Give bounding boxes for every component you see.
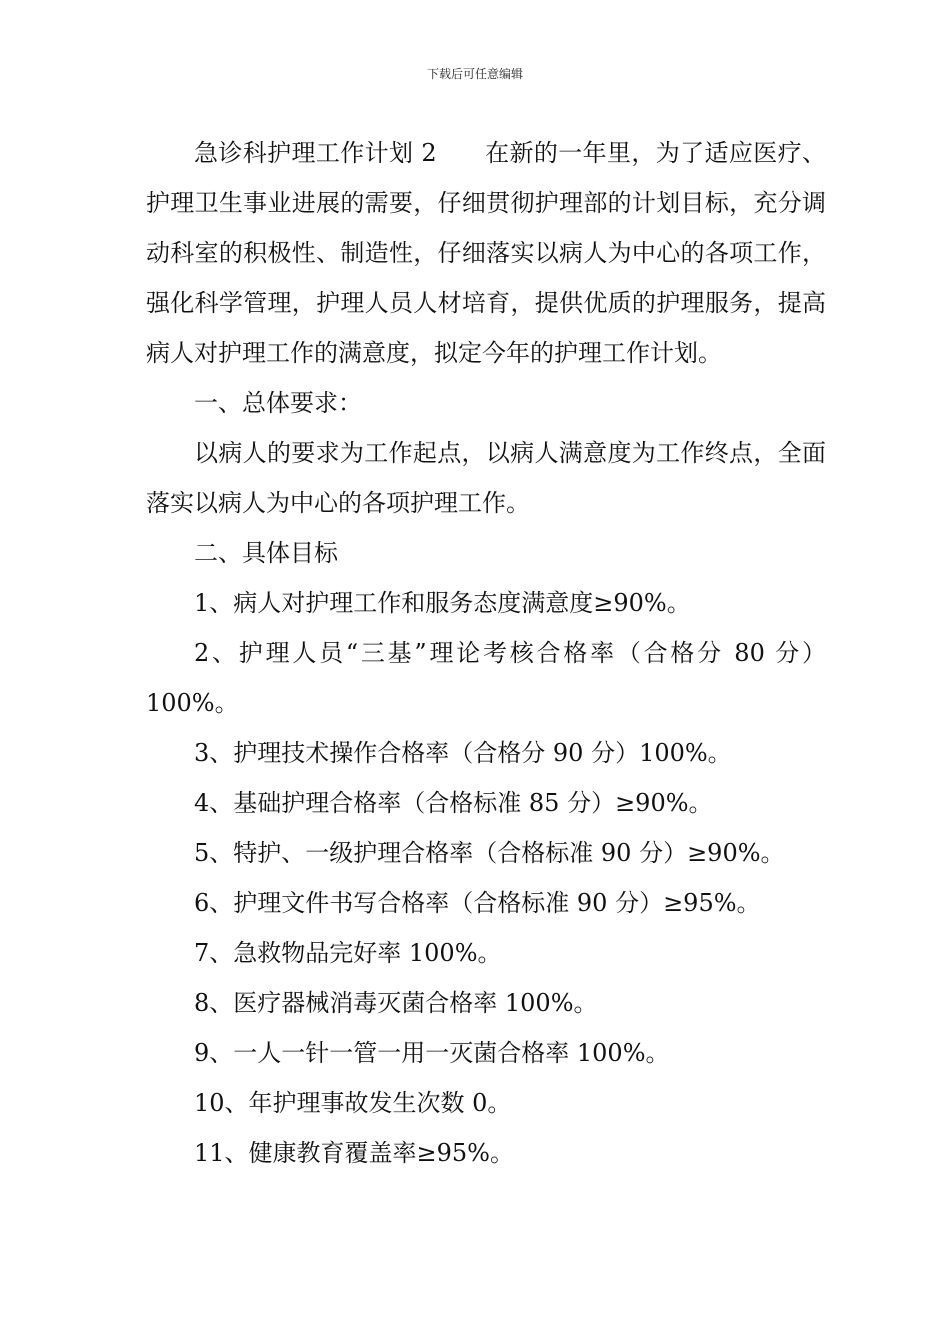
intro-text: 在新的一年里，为了适应医疗、护理卫生事业进展的需要，仔细贯彻护理部的计划目标，充分调动科室的积极性、制造性，仔细落实以病人为中心的各项工作，强化科学管理，护理人员人材培育，提供优质的护理服务，提高病人对护理工作的满意度，拟定今年的护理工作计划。 xyxy=(146,139,826,367)
goal-item: 5、特护、一级护理合格率（合格标准 90 分）≥90%。 xyxy=(194,839,785,867)
goal-item: 4、基础护理合格率（合格标准 85 分）≥90%。 xyxy=(194,789,713,817)
section1-body: 以病人的要求为工作起点，以病人满意度为工作终点，全面落实以病人为中心的各项护理工作。 xyxy=(146,439,826,517)
section2-heading: 二、具体目标 xyxy=(194,539,338,567)
goal-item: 8、医疗器械消毒灭菌合格率 100%。 xyxy=(194,989,598,1017)
document-body xyxy=(146,128,826,1178)
goal-item: 3、护理技术操作合格率（合格分 90 分）100%。 xyxy=(194,739,732,767)
page-header-note: 下载后可任意编辑 xyxy=(426,67,523,81)
goal-item: 11、健康教育覆盖率≥95%。 xyxy=(194,1139,514,1167)
goal-item: 10、年护理事故发生次数 0。 xyxy=(194,1089,512,1117)
goal-item: 7、急救物品完好率 100%。 xyxy=(194,939,502,967)
goal-item: 9、一人一针一管一用一灭菌合格率 100%。 xyxy=(194,1039,670,1067)
section1-heading: 一、总体要求： xyxy=(194,389,362,417)
document-title: 急诊科护理工作计划 2 xyxy=(194,139,437,167)
goal-item: 6、护理文件书写合格率（合格标准 90 分）≥95%。 xyxy=(194,889,761,917)
goal-item: 2、护理人员“三基”理论考核合格率（合格分 80 分）100%。 xyxy=(146,639,826,717)
intro-paragraph xyxy=(146,128,826,378)
goal-item: 1、病人对护理工作和服务态度满意度≥90%。 xyxy=(194,589,691,617)
